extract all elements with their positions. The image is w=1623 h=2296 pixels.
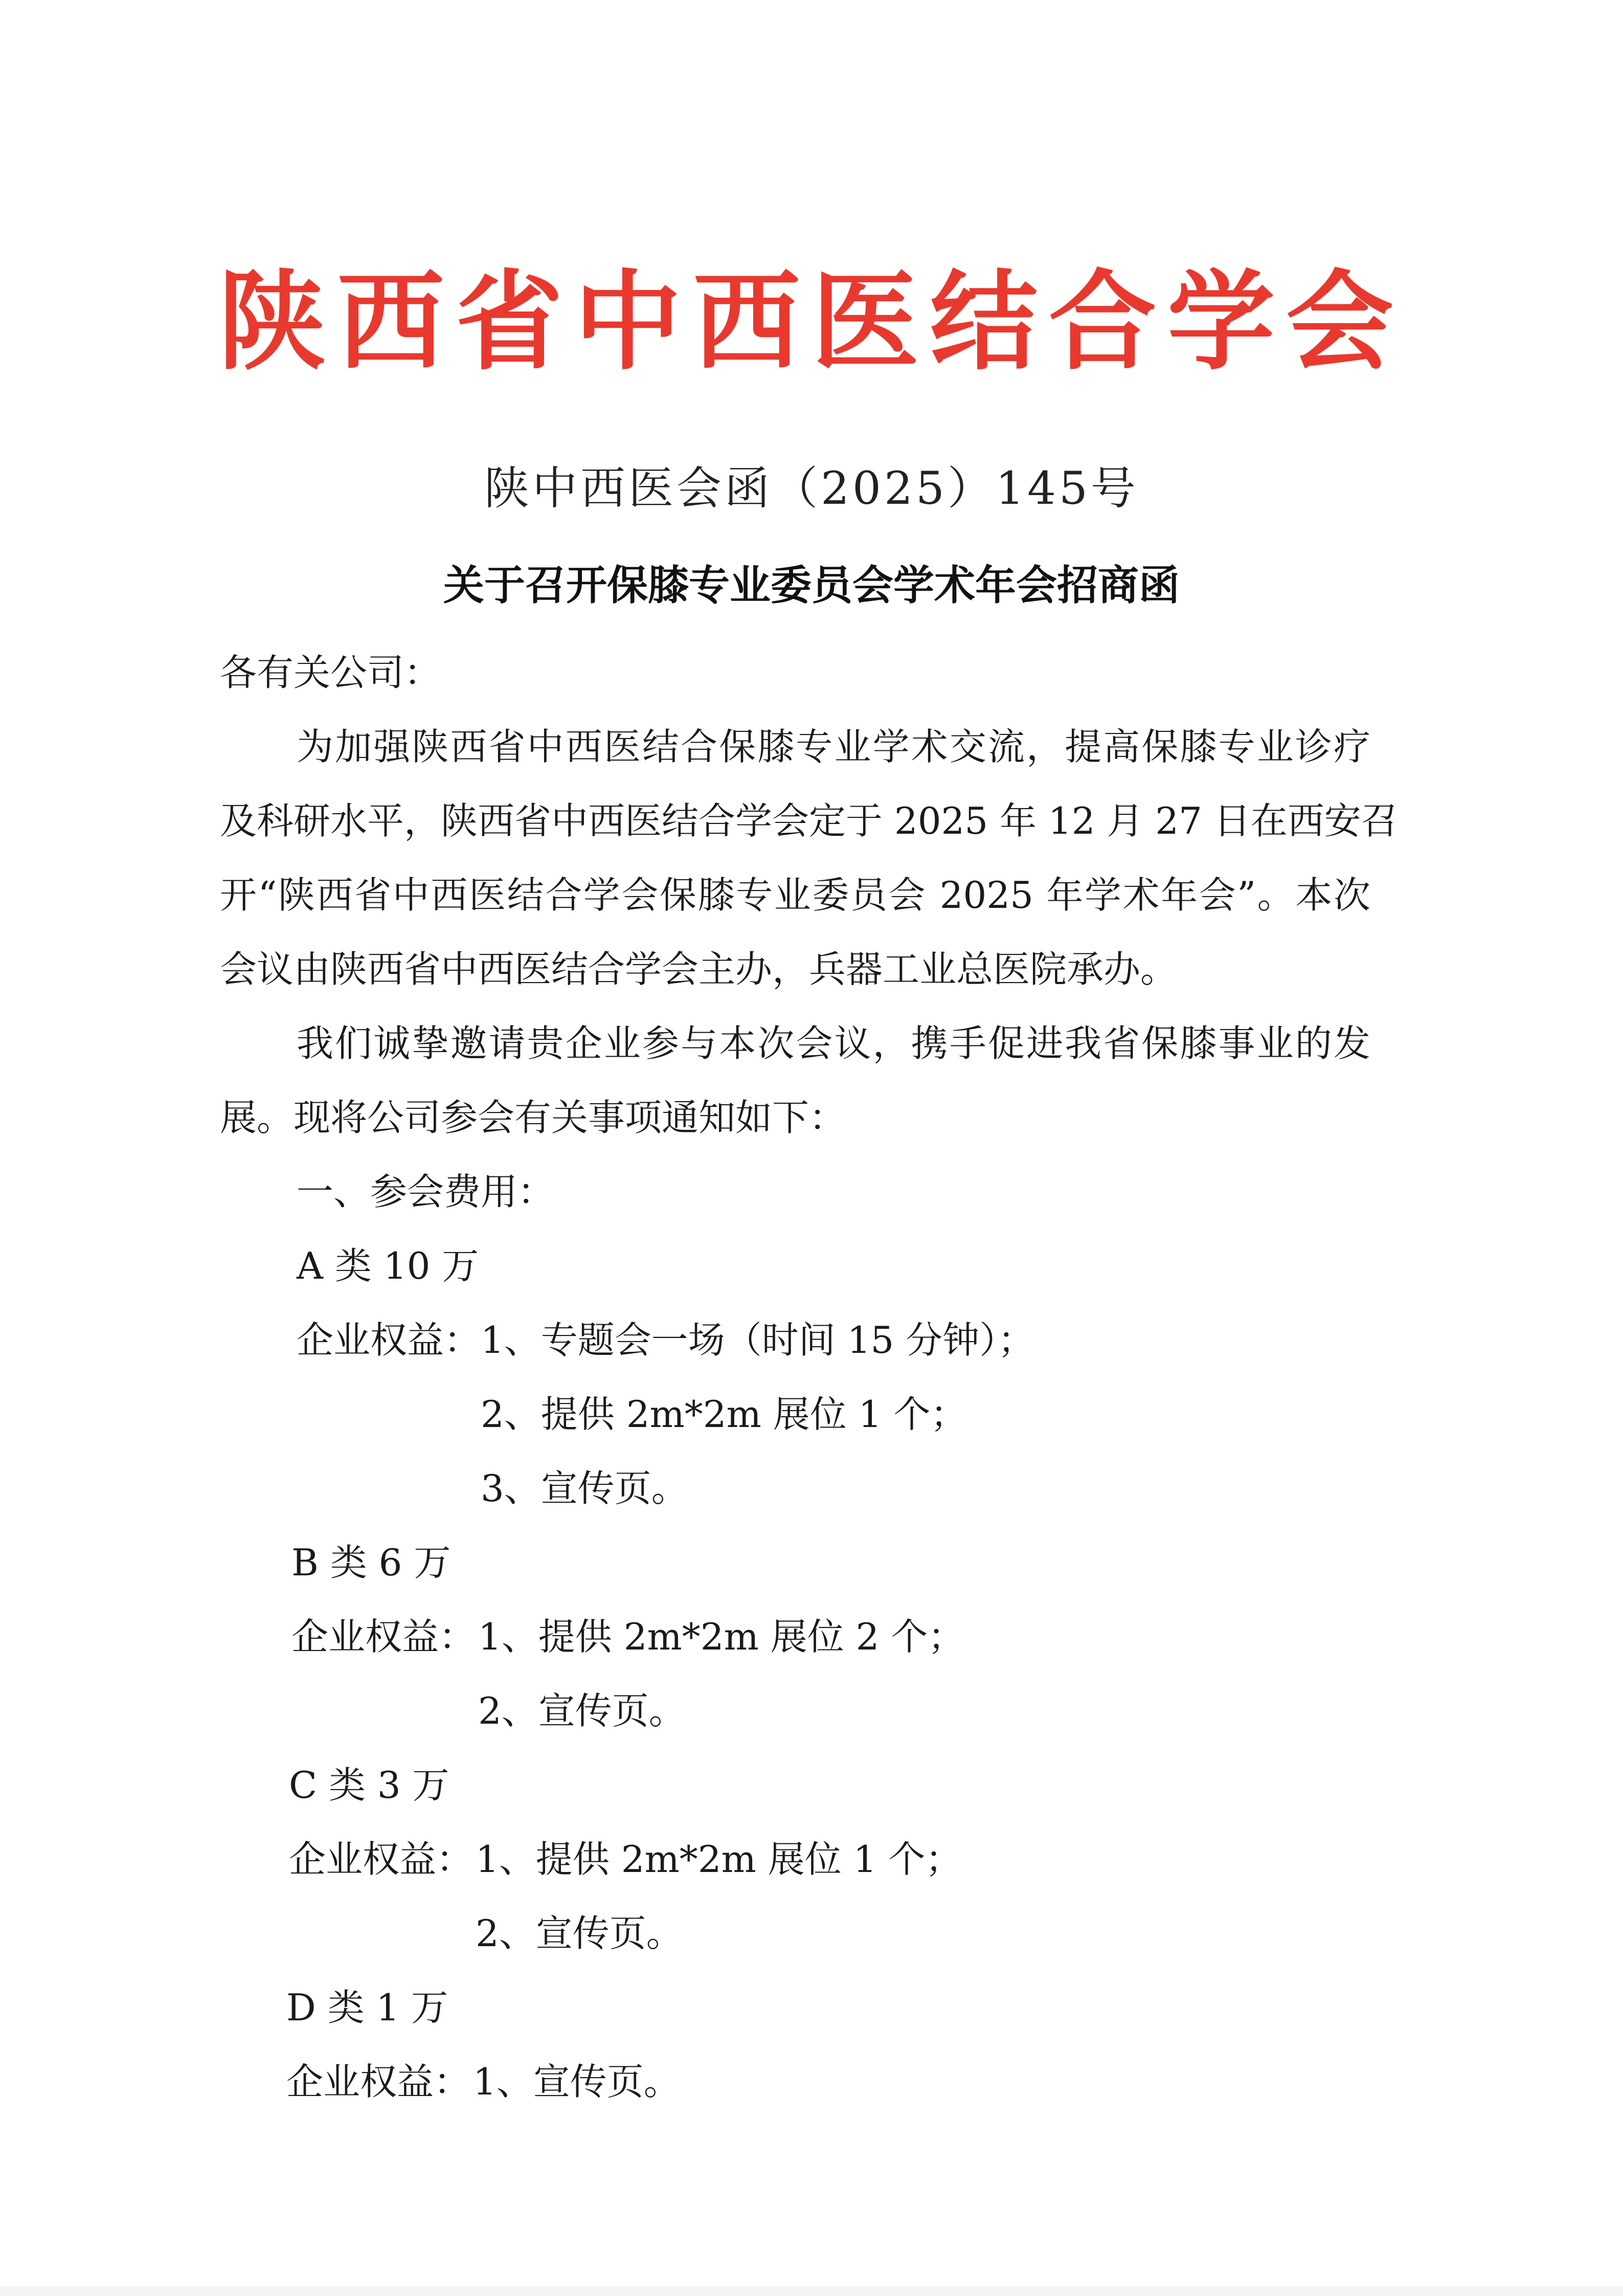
tier-d-label: D 类 1 万 <box>286 1986 448 2029</box>
tier-a-benefit-1: 1、专题会一场（时间 15 分钟）； <box>481 1319 1035 1362</box>
salutation: 各有关公司： <box>220 651 441 694</box>
tier-d-benefits-label: 企业权益： <box>286 2060 471 2103</box>
paragraph-1-line-2: 及科研水平，陕西省中西医结合学会定于 2025 年 12 月 27 日在西安召 <box>220 799 1398 842</box>
tier-b-benefit-2: 2、宣传页。 <box>478 1689 686 1732</box>
section-1-heading: 一、参会费用： <box>297 1170 555 1213</box>
paragraph-1-line-3: 开“陕西省中西医结合学会保膝专业委员会 2025 年学术年会”。本次 <box>220 874 1370 917</box>
paragraph-2-line-1: 我们诚挚邀请贵企业参与本次会议，携手促进我省保膝事业的发 <box>297 1022 1370 1065</box>
letterhead-title: 陕西省中西医结合学会 <box>218 259 1405 385</box>
document-number: 陕中西医会函（2025）145号 <box>484 462 1139 515</box>
tier-b-benefit-1: 1、提供 2m*2m 展位 2 个； <box>478 1615 965 1658</box>
paragraph-2-line-2: 展。现将公司参会有关事项通知如下： <box>220 1096 846 1139</box>
tier-c-benefits-label: 企业权益： <box>289 1838 474 1881</box>
tier-a-label: A 类 10 万 <box>297 1244 479 1287</box>
tier-a-benefit-3: 3、宣传页。 <box>481 1467 688 1510</box>
paragraph-1-line-1: 为加强陕西省中西医结合保膝专业学术交流，提高保膝专业诊疗 <box>297 725 1370 768</box>
tier-c-benefit-1: 1、提供 2m*2m 展位 1 个； <box>476 1838 962 1881</box>
tier-b-benefits-label: 企业权益： <box>291 1615 476 1658</box>
tier-d-benefit-1: 1、宣传页。 <box>473 2060 681 2103</box>
tier-c-label: C 类 3 万 <box>289 1764 449 1807</box>
scan-bottom-edge <box>0 2286 1623 2296</box>
document-title: 关于召开保膝专业委员会学术年会招商函 <box>443 562 1180 609</box>
tier-a-benefits-label: 企业权益： <box>297 1319 481 1362</box>
tier-a-benefit-2: 2、提供 2m*2m 展位 1 个； <box>481 1393 967 1436</box>
paragraph-1-line-4: 会议由陕西省中西医结合学会主办，兵器工业总医院承办。 <box>220 948 1178 991</box>
tier-b-label: B 类 6 万 <box>291 1541 451 1584</box>
tier-c-benefit-2: 2、宣传页。 <box>476 1912 683 1955</box>
